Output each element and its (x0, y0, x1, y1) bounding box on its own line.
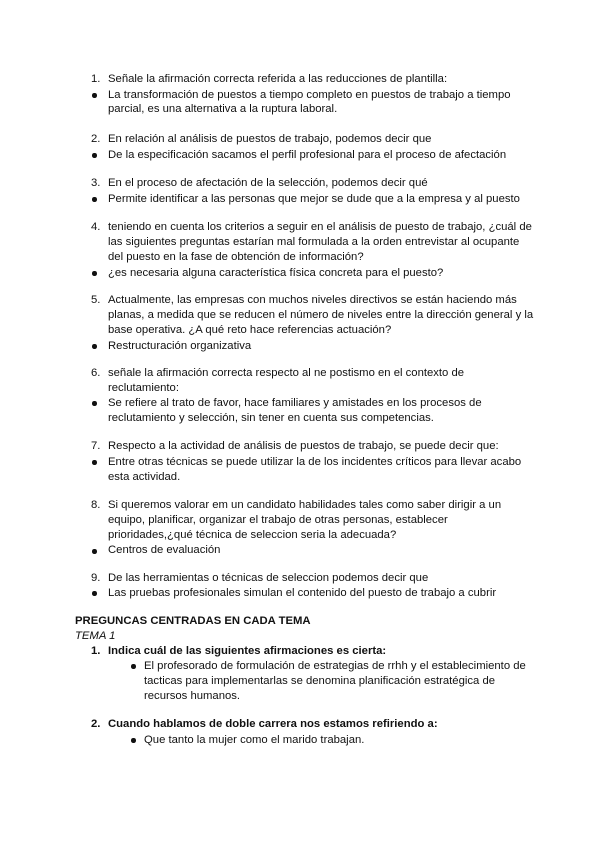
answer-text: esta actividad. (108, 471, 181, 483)
question-number: 9. (91, 572, 101, 584)
question-number: 4. (91, 221, 101, 233)
bullet-icon (92, 549, 97, 554)
answer-text: parcial, es una alternativa a la ruptura laboral. (108, 103, 338, 115)
question-number: 7. (91, 440, 101, 452)
question-text: señale la afirmación correcta respecto al ne postismo en el contexto de (108, 367, 465, 379)
answer-text: Se refiere al trato de favor, hace familiares y amistades en los procesos de (108, 397, 482, 409)
question-text: Cuando hablamos de doble carrera nos estamos refiriendo a: (108, 718, 438, 730)
answer-text: ¿es necesaria alguna característica física concreta para el puesto? (108, 267, 444, 279)
question-number: 5. (91, 294, 101, 306)
question-text: prioridades,¿qué técnica de seleccion seria la adecuada? (108, 529, 397, 541)
question-text: En el proceso de afectación de la selección, podemos decir qué (108, 177, 428, 189)
answer-text: Las pruebas profesionales simulan el contenido del puesto de trabajo a cubrir (108, 587, 497, 599)
answer-text: Que tanto la mujer como el marido trabajan. (144, 734, 365, 746)
answer-text: Permite identificar a las personas que mejor se dude que a la empresa y al puesto (108, 193, 520, 205)
answer-text: La transformación de puestos a tiempo completo en puestos de trabajo a tiempo (108, 89, 511, 101)
question-text: base operativa. ¿A qué reto hace referencias actuación? (108, 324, 392, 336)
question-text: Si queremos valorar em un candidato habilidades tales como saber dirigir a un (108, 499, 502, 511)
bullet-icon (131, 738, 136, 743)
answer-text: reclutamiento y selección, sin tener en cuenta sus competencias. (108, 412, 434, 424)
question-text: Indica cuál de las siguientes afirmaciones es cierta: (108, 645, 387, 657)
answer-text: De la especificación sacamos el perfil profesional para el proceso de afectación (108, 149, 507, 161)
answer-text: recursos humanos. (144, 690, 241, 702)
question-number: 8. (91, 499, 101, 511)
question-number: 2. (91, 133, 101, 145)
section-subtitle: TEMA 1 (75, 630, 116, 642)
question-text: las siguientes preguntas estarían mal formulada a la orden entrevistar al ocupante (108, 236, 520, 248)
answer-text: Centros de evaluación (108, 544, 221, 556)
bullet-icon (92, 93, 97, 98)
question-number: 3. (91, 177, 101, 189)
answer-text: tacticas para implementarlas se denomina planificación estratégica de (144, 675, 496, 687)
section-title: PREGUNCAS CENTRADAS EN CADA TEMA (75, 615, 311, 627)
question-text: En relación al análisis de puestos de trabajo, podemos decir que (108, 133, 432, 145)
question-text: del puesto en la fase de obtención de información? (108, 251, 364, 263)
bullet-icon (131, 664, 136, 669)
bullet-icon (92, 460, 97, 465)
question-text: De las herramientas o técnicas de seleccion podemos decir que (108, 572, 429, 584)
bullet-icon (92, 591, 97, 596)
bullet-icon (92, 271, 97, 276)
question-text: planas, a medida que se reducen el número de niveles entre la dirección general y la (108, 309, 534, 321)
answer-text: El profesorado de formulación de estrategias de rrhh y el establecimiento de (144, 660, 526, 672)
answer-text: Entre otras técnicas se puede utilizar la de los incidentes críticos para llevar acabo (108, 456, 522, 468)
question-text: reclutamiento: (108, 382, 179, 394)
bullet-icon (92, 401, 97, 406)
bullet-icon (92, 197, 97, 202)
question-number: 1. (91, 645, 101, 657)
question-text: Actualmente, las empresas con muchos niveles directivos se están haciendo más (108, 294, 517, 306)
question-number: 2. (91, 718, 101, 730)
question-number: 1. (91, 73, 101, 85)
question-text: Respecto a la actividad de análisis de puestos de trabajo, se puede decir que: (108, 440, 499, 452)
question-text: teniendo en cuenta los criterios a seguir en el análisis de puesto de trabajo, ¿cuál de (108, 221, 532, 233)
question-text: Señale la afirmación correcta referida a las reducciones de plantilla: (108, 73, 448, 85)
question-number: 6. (91, 367, 101, 379)
bullet-icon (92, 344, 97, 349)
question-text: equipo, planificar, organizar el trabajo de otras personas, establecer (108, 514, 448, 526)
bullet-icon (92, 153, 97, 158)
answer-text: Restructuración organizativa (108, 340, 252, 352)
